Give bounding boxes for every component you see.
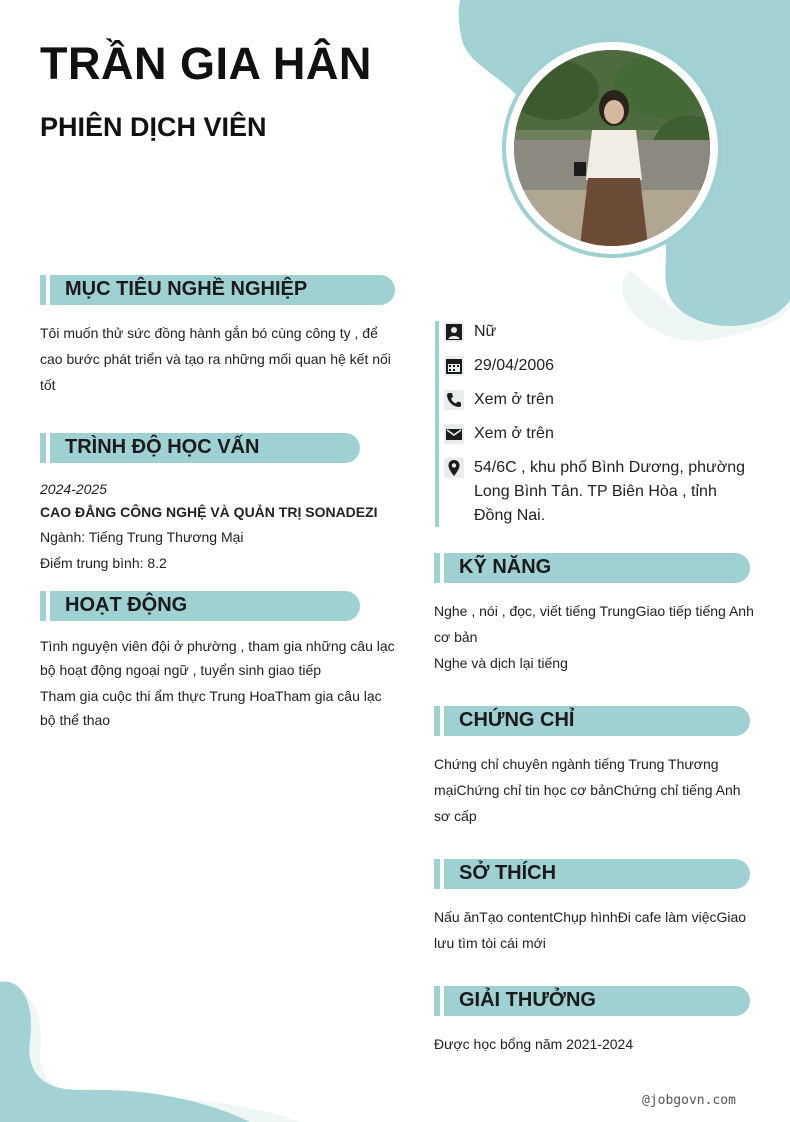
activities-heading xyxy=(40,591,360,621)
education-school: CAO ĐẲNG CÔNG NGHỆ VÀ QUẢN TRỊ SONADEZI xyxy=(40,504,378,520)
certificates-text xyxy=(434,751,754,829)
bottom-left-decor-blob xyxy=(0,970,300,1122)
phone-text: Xem ở trên xyxy=(474,391,554,408)
activities-line: Tình nguyện viên đội ở phường , tham gia những câu lạc xyxy=(40,638,395,654)
activities-text xyxy=(40,634,395,732)
calendar-icon xyxy=(444,356,464,376)
watermark-text: @jobgovn.com xyxy=(642,1093,736,1108)
location-pin-icon xyxy=(444,458,464,478)
activities-heading-label: HOẠT ĐỘNG xyxy=(65,594,188,616)
education-heading xyxy=(40,433,360,463)
hobbies-heading xyxy=(434,859,750,889)
education-major: Ngành: Tiếng Trung Thương Mại xyxy=(40,529,244,545)
certificates-line: mạiChứng chỉ tin học cơ bảnChứng chỉ tiếng Anh xyxy=(434,782,741,798)
awards-heading xyxy=(434,986,750,1016)
skills-line: Nghe và dịch lại tiếng xyxy=(434,655,568,671)
objective-heading xyxy=(40,275,395,305)
objective-line: Tôi muốn thử sức đồng hành gắn bó cùng công ty , để xyxy=(40,325,378,341)
skills-text xyxy=(434,598,754,676)
objective-text xyxy=(40,320,400,398)
hobbies-line: Nấu ănTạo contentChụp hìnhĐi cafe làm việcGiao xyxy=(434,909,747,925)
birthdate-text: 29/04/2006 xyxy=(474,357,555,374)
address-line: Long Bình Tân. TP Biên Hòa , tỉnh xyxy=(474,483,717,500)
certificates-line: Chứng chỉ chuyên ngành tiếng Trung Thương xyxy=(434,756,719,772)
contact-divider xyxy=(435,321,439,527)
skills-line: cơ bản xyxy=(434,629,478,645)
profile-photo xyxy=(514,50,710,246)
hobbies-text xyxy=(434,904,754,956)
gender-text: Nữ xyxy=(474,323,497,340)
education-gpa: Điểm trung bình: 8.2 xyxy=(40,555,167,571)
phone-icon xyxy=(444,390,464,410)
hobbies-heading-label: SỞ THÍCH xyxy=(459,862,557,884)
address-line: 54/6C , khu phố Bình Dương, phường xyxy=(474,459,746,476)
activities-line: bộ thể thao xyxy=(40,712,111,728)
person-icon xyxy=(444,322,464,342)
objective-heading-label: MỤC TIÊU NGHỀ NGHIỆP xyxy=(65,278,308,300)
awards-text xyxy=(434,1031,754,1057)
candidate-name: TRẦN GIA HÂN xyxy=(40,38,372,89)
certificates-heading xyxy=(434,706,750,736)
mail-icon xyxy=(444,424,464,444)
job-title: PHIÊN DỊCH VIÊN xyxy=(40,112,267,142)
hobbies-line: lưu tìm tòi cái mới xyxy=(434,935,546,951)
activities-line: bộ hoạt động ngoại ngữ , tuyển sinh giao tiếp xyxy=(40,662,322,678)
address-line: Đồng Nai. xyxy=(474,507,546,524)
awards-heading-label: GIẢI THƯỞNG xyxy=(459,989,596,1011)
skills-heading xyxy=(434,553,750,583)
awards-line: Được học bổng năm 2021-2024 xyxy=(434,1036,634,1052)
skills-line: Nghe , nói , đọc, viết tiếng TrungGiao tiếp tiếng Anh xyxy=(434,603,754,619)
objective-line: cao bước phát triển và tạo ra những mối quan hệ kết nối xyxy=(40,351,391,367)
activities-line: Tham gia cuộc thi ẩm thực Trung HoaTham gia câu lạc xyxy=(40,688,382,704)
education-heading-label: TRÌNH ĐỘ HỌC VẤN xyxy=(65,436,260,458)
education-period: 2024-2025 xyxy=(40,481,107,497)
address-text xyxy=(474,456,764,528)
email-text: Xem ở trên xyxy=(474,425,554,442)
skills-heading-label: KỸ NĂNG xyxy=(459,556,552,578)
certificates-heading-label: CHỨNG CHỈ xyxy=(459,709,575,731)
objective-line: tốt xyxy=(40,377,56,393)
certificates-line: sơ cấp xyxy=(434,808,477,824)
profile-photo-frame xyxy=(502,38,722,258)
